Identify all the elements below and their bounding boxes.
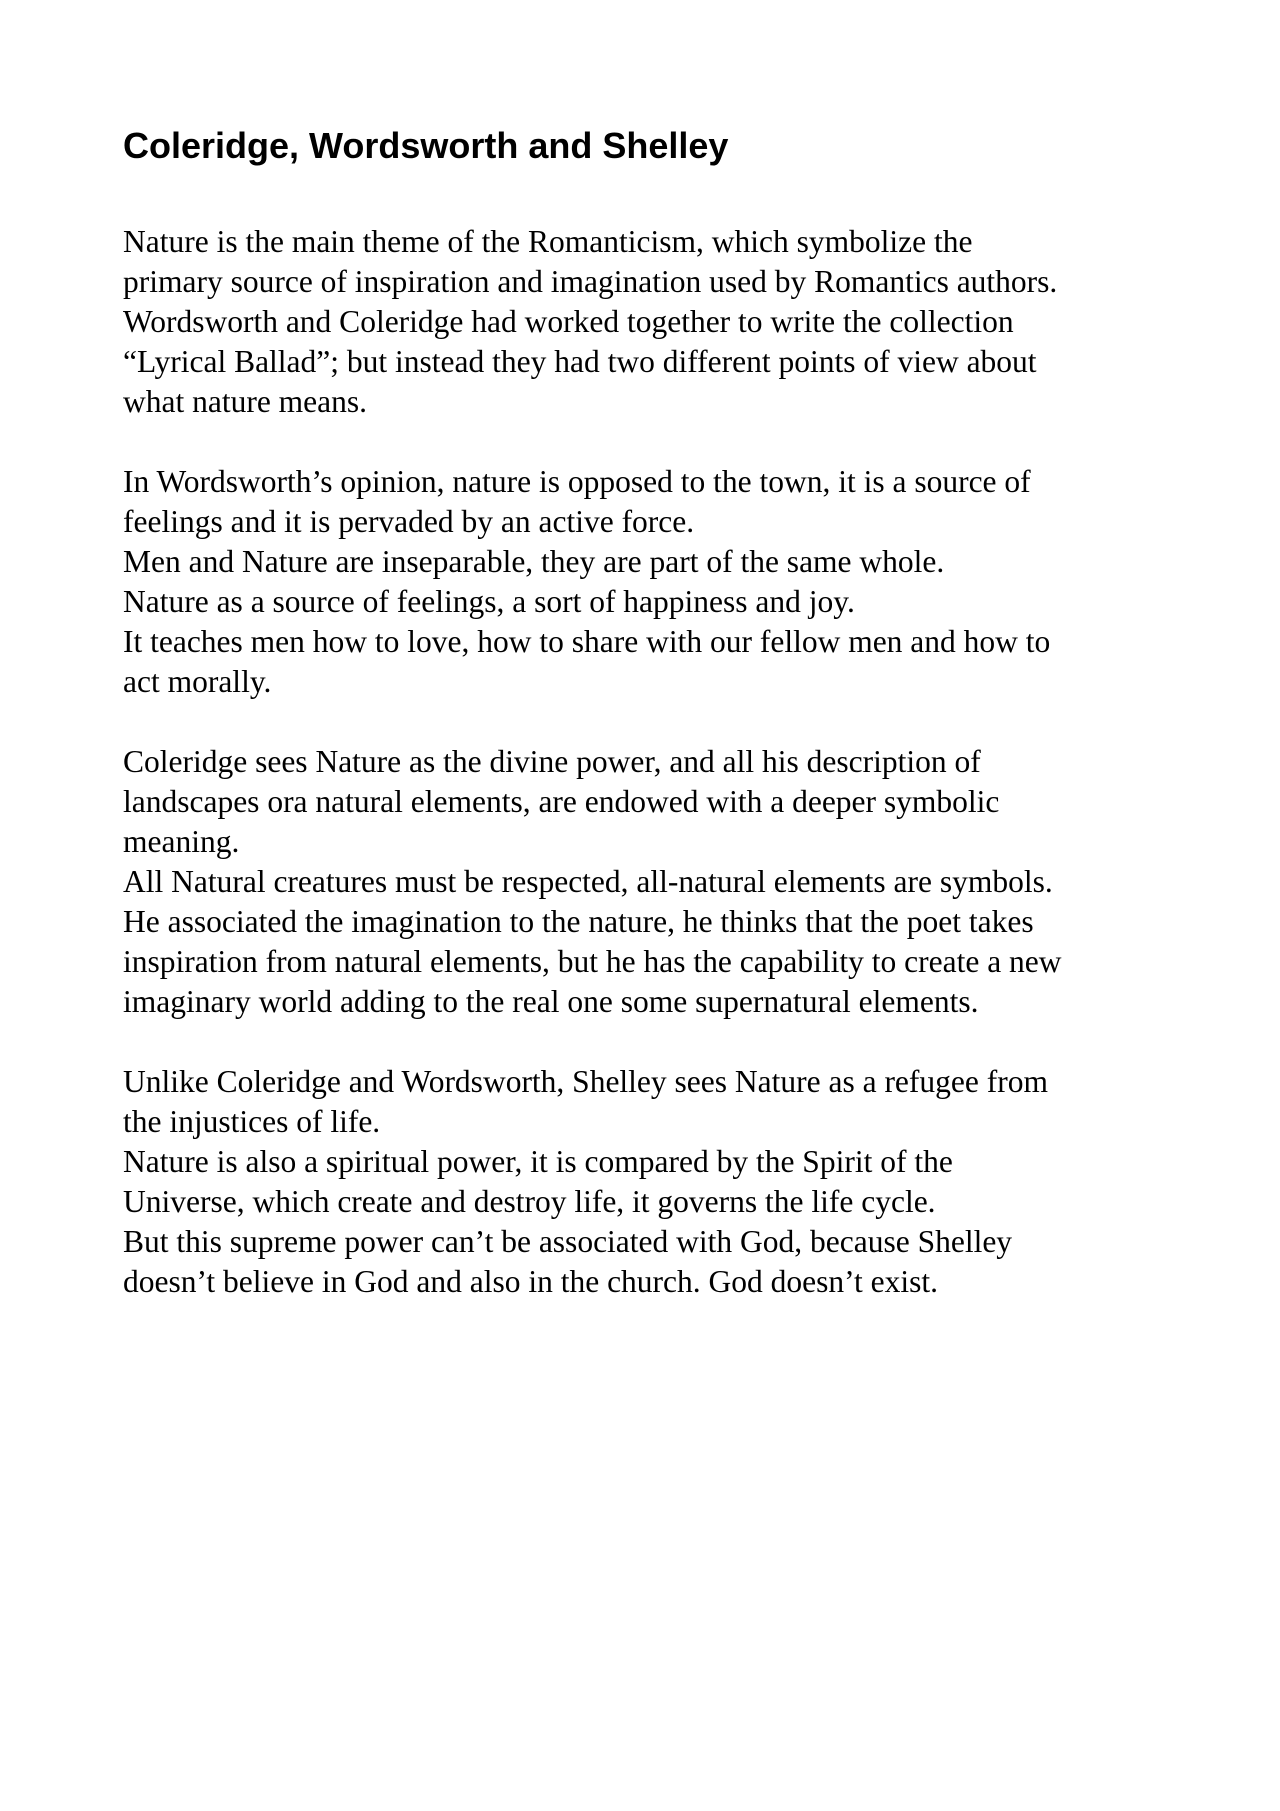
- text-line: “Lyrical Ballad”; but instead they had two different points of view about: [123, 344, 1037, 379]
- text-line: what nature means.: [123, 384, 368, 419]
- text-line: Wordsworth and Coleridge had worked together to write the collection: [123, 304, 1014, 339]
- text-line: act morally.: [123, 664, 272, 699]
- text-line: primary source of inspiration and imagination used by Romantics authors.: [123, 264, 1058, 299]
- text-line: doesn’t believe in God and also in the church. God doesn’t exist.: [123, 1264, 939, 1299]
- text-line: Universe, which create and destroy life, it governs the life cycle.: [123, 1184, 936, 1219]
- text-line: In Wordsworth’s opinion, nature is opposed to the town, it is a source of: [123, 464, 1031, 499]
- text-line: meaning.: [123, 824, 240, 859]
- text-line: It teaches men how to love, how to share with our fellow men and how to: [123, 624, 1051, 659]
- document-content: [123, 118, 1173, 1342]
- paragraph-coleridge: [123, 742, 1173, 1022]
- text-line: Nature is the main theme of the Romanticism, which symbolize the: [123, 224, 973, 259]
- text-line: landscapes ora natural elements, are endowed with a deeper symbolic: [123, 784, 1000, 819]
- text-line: Nature as a source of feelings, a sort of happiness and joy.: [123, 584, 855, 619]
- text-line: But this supreme power can’t be associated with God, because Shelley: [123, 1224, 1013, 1259]
- text-line: feelings and it is pervaded by an active force.: [123, 504, 695, 539]
- text-line: Men and Nature are inseparable, they are part of the same whole.: [123, 544, 945, 579]
- text-line: Nature is also a spiritual power, it is compared by the Spirit of the: [123, 1144, 953, 1179]
- paragraph-shelley: [123, 1062, 1173, 1302]
- text-line: imaginary world adding to the real one some supernatural elements.: [123, 984, 979, 1019]
- paragraph-wordsworth: [123, 462, 1173, 702]
- text-line: Unlike Coleridge and Wordsworth, Shelley sees Nature as a refugee from: [123, 1064, 1048, 1099]
- text-line: All Natural creatures must be respected, all-natural elements are symbols.: [123, 864, 1053, 899]
- document-title: Coleridge, Wordsworth and Shelley: [123, 125, 729, 166]
- text-line: the injustices of life.: [123, 1104, 381, 1139]
- text-line: He associated the imagination to the nature, he thinks that the poet takes: [123, 904, 1034, 939]
- text-line: Coleridge sees Nature as the divine power, and all his description of: [123, 744, 981, 779]
- paragraph-intro: [123, 222, 1173, 422]
- text-line: inspiration from natural elements, but he has the capability to create a new: [123, 944, 1062, 979]
